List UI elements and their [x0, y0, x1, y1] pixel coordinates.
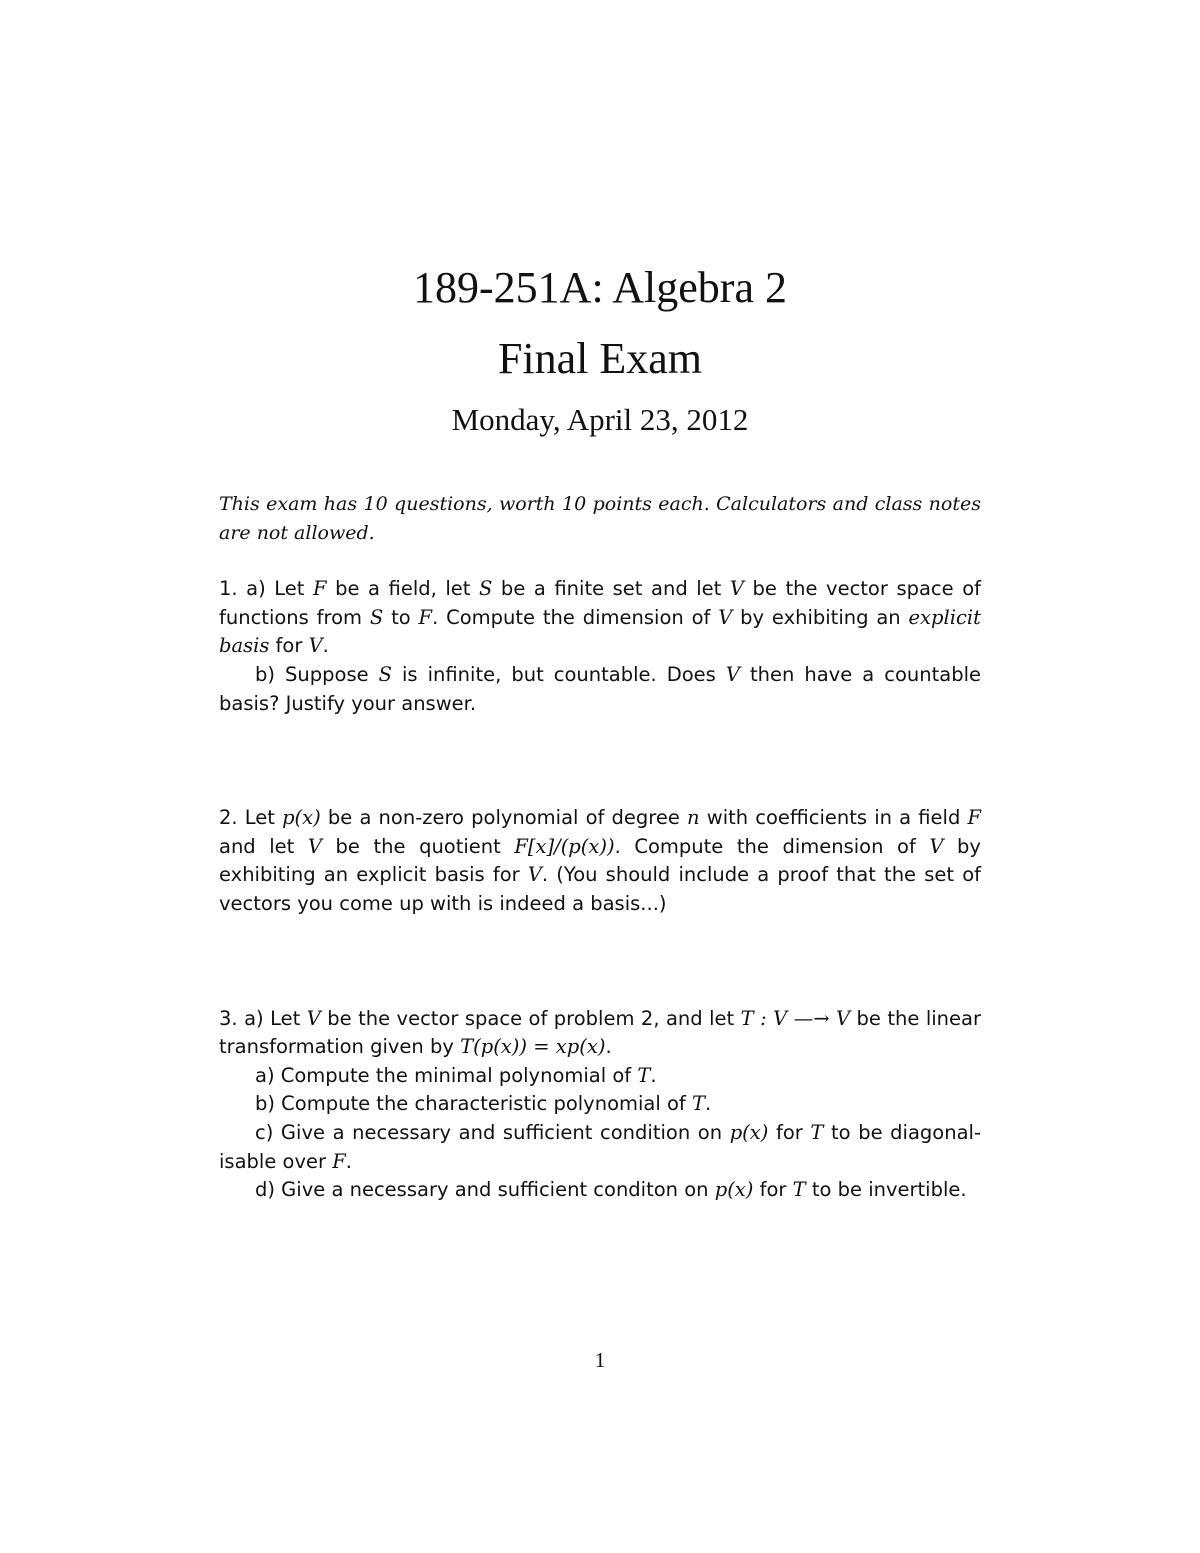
- question-1b: b) Suppose S is infinite, but countable. Does V then have a countable basis? Justify your answer.: [219, 662, 981, 715]
- exam-date: Monday, April 23, 2012: [451, 402, 749, 437]
- exam-body: [219, 490, 981, 1205]
- course-title: 189-251A: Algebra 2: [413, 263, 787, 312]
- question-2: 2. Let p(x) be a non-zero polynomial of degree n with coefficients in a field F and let V be the quotient F[x]/(p(x)). Compute the dimension of V by exhibiting an explicit basis for V. (You should include a proof that the set of vectors you come up with is indeed a basis...): [219, 806, 981, 915]
- exam-title: Final Exam: [497, 334, 703, 383]
- question-3c: c) Give a necessary and sufficient condition on p(x) for T to be diagonal-isable over F.: [219, 1120, 981, 1173]
- question-3: 3. a) Let V be the vector space of problem 2, and let T : V —→ V be the linear transformation given by T(p(x)) = xp(x). a) Compute the minimal polynomial of T. b) Compute the characteristic polynomial of T. c) Give a necessary and sufficient condition on p(x) for T to be diagonal-isable over F. d) Give a necessary and sufficient conditon on p(x) for T to be invertible.: [219, 1005, 981, 1205]
- question-3b: b) Compute the characteristic polynomial of T.: [255, 1092, 712, 1116]
- question-3d: d) Give a necessary and sufficient conditon on p(x) for T to be invertible.: [255, 1178, 967, 1202]
- question-1: [219, 575, 981, 718]
- question-3a: a) Compute the minimal polynomial of T.: [255, 1063, 657, 1087]
- page-number: 1: [594, 1348, 606, 1372]
- question-1a: 1. a) Let F be a field, let S be a finite set and let V be the vector space of functions from S to F. Compute the dimension of V by exhibiting an explicit basis for V.: [219, 577, 981, 658]
- exam-instructions: This exam has 10 questions, worth 10 points each. Calculators and class notes are not allowed.: [219, 493, 981, 544]
